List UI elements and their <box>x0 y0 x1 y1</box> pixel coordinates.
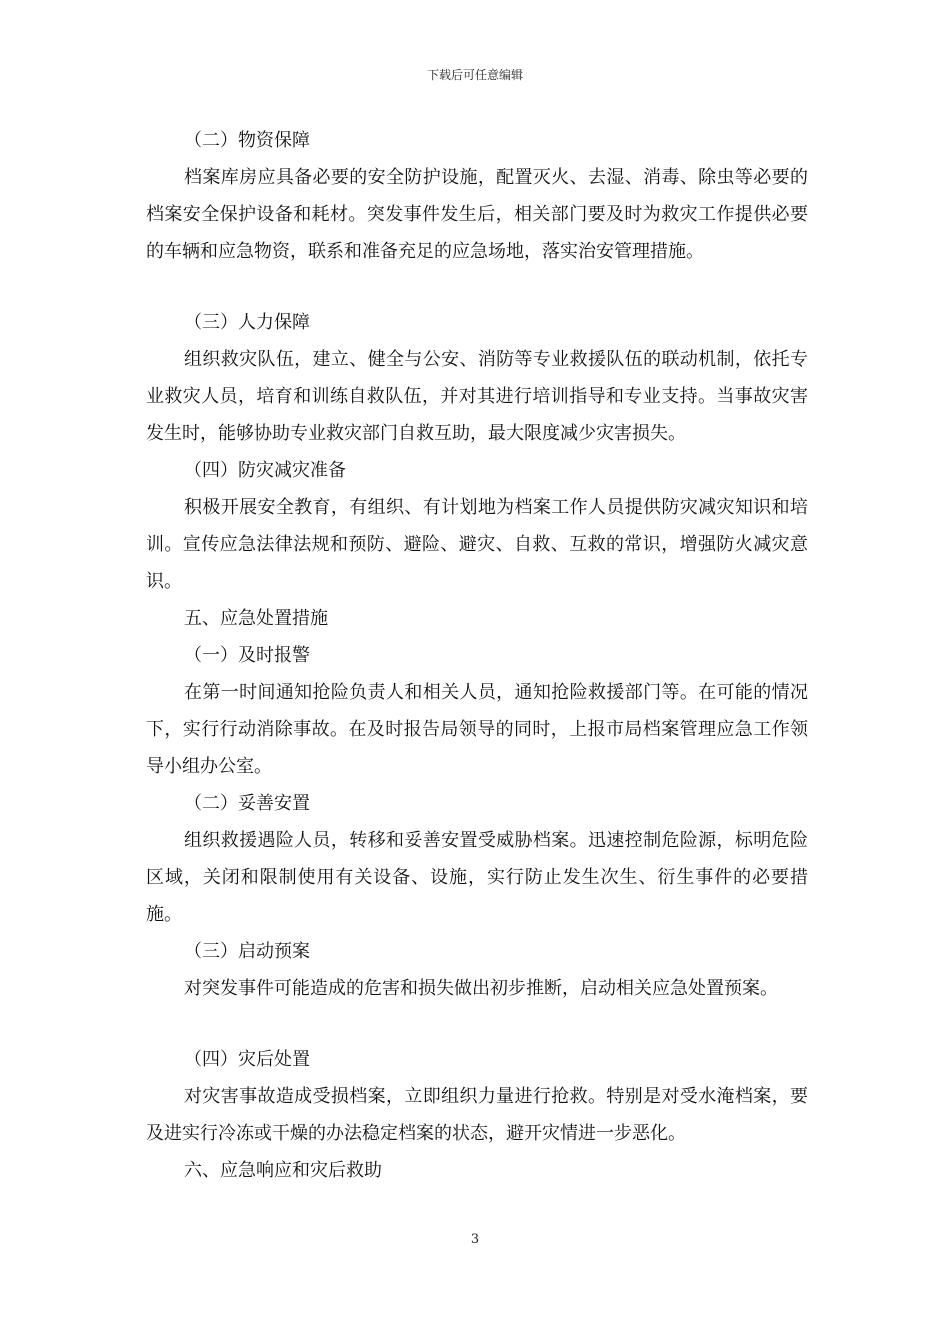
section-heading: （三）启动预案 <box>184 941 310 962</box>
paragraph: 档案库房应具备必要的安全防护设施，配置灭火、去湿、消毒、除虫等必要的档案安全保护设备和耗材。突发事件发生后，相关部门要及时为救灾工作提供必要的车辆和应急物资，联系和准备充足的应急场地，落实治安管理措施。 <box>146 167 808 262</box>
chapter-heading: 六、应急响应和灾后救助 <box>184 1160 382 1181</box>
paragraph: 积极开展安全教育，有组织、有计划地为档案工作人员提供防灾减灾知识和培训。宣传应急法律法规和预防、避险、避灾、自救、互救的常识，增强防火减灾意识。 <box>146 497 808 592</box>
paragraph: 组织救灾队伍，建立、健全与公安、消防等专业救援队伍的联动机制，依托专业救灾人员，培育和训练自救队伍，并对其进行培训指导和专业支持。当事故灾害发生时，能够协助专业救灾部门自救互助，最大限度减少灾害损失。 <box>146 349 808 444</box>
paragraph-gap <box>146 270 808 304</box>
paragraph-gap <box>146 1007 808 1041</box>
section-heading: （二）妥善安置 <box>184 793 310 814</box>
section-heading: （四）灾后处置 <box>184 1049 310 1070</box>
paragraph: 对突发事件可能造成的危害和损失做出初步推断，启动相关应急处置预案。 <box>184 978 778 999</box>
paragraph: 在第一时间通知抢险负责人和相关人员，通知抢险救援部门等。在可能的情况下，实行行动消除事故。在及时报告局领导的同时，上报市局档案管理应急工作领导小组办公室。 <box>146 682 808 777</box>
paragraph: 对灾害事故造成受损档案，立即组织力量进行抢救。特别是对受水淹档案，要及进实行冷冻或干燥的办法稳定档案的状态，避开灾情进一步恶化。 <box>146 1086 808 1144</box>
paragraph: 组织救援遇险人员，转移和妥善安置受威胁档案。迅速控制危险源，标明危险区域，关闭和限制使用有关设备、设施，实行防止发生次生、衍生事件的必要措施。 <box>146 830 808 925</box>
page-number: 3 <box>470 1232 480 1247</box>
section-heading: （三）人力保障 <box>184 312 310 333</box>
document-body <box>146 122 808 1189</box>
section-heading: （一）及时报警 <box>184 645 310 666</box>
page-header: 下载后可任意编辑 <box>426 68 523 82</box>
section-heading: （二）物资保障 <box>184 130 310 151</box>
chapter-heading: 五、应急处置措施 <box>184 608 328 629</box>
section-heading: （四）防灾减灾准备 <box>184 460 346 481</box>
